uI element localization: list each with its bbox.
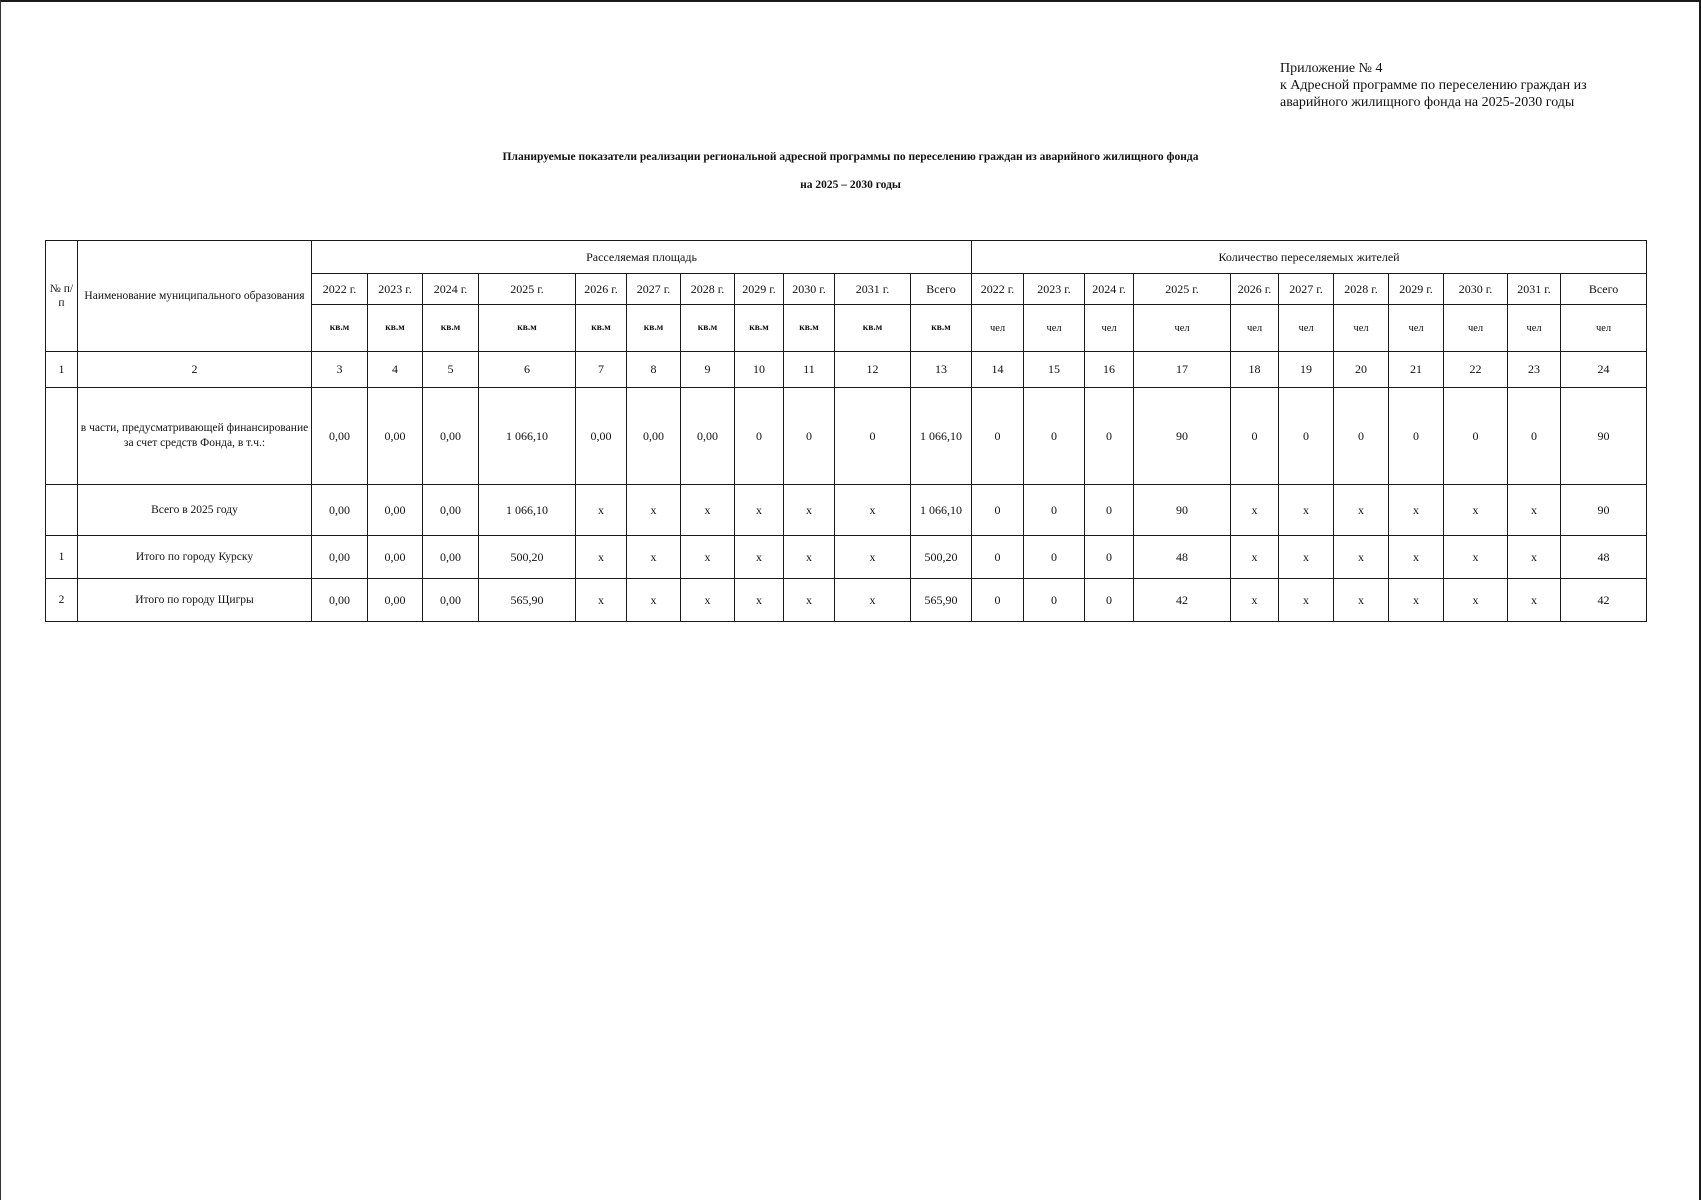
residents-unit-cell: чел xyxy=(1024,305,1085,352)
column-number-cell: 17 xyxy=(1134,352,1231,388)
area-year-header: 2031 г. xyxy=(835,274,911,305)
area-year-header: 2029 г. xyxy=(735,274,784,305)
area-year-header: 2030 г. xyxy=(784,274,835,305)
column-number-cell: 23 xyxy=(1508,352,1561,388)
column-number-cell: 4 xyxy=(368,352,423,388)
area-value-cell: x xyxy=(835,536,911,579)
area-year-header: Всего xyxy=(911,274,972,305)
column-number-cell: 16 xyxy=(1085,352,1134,388)
residents-value-cell: 0 xyxy=(1024,536,1085,579)
column-number-cell: 9 xyxy=(681,352,735,388)
area-value-cell: 0,00 xyxy=(423,485,479,536)
appendix-line-2: к Адресной программе по переселению граждан из xyxy=(1280,78,1587,93)
residents-year-header: 2028 г. xyxy=(1334,274,1389,305)
scan-edge-top xyxy=(0,0,1701,2)
residents-year-header: 2029 г. xyxy=(1389,274,1444,305)
residents-value-cell: x xyxy=(1279,579,1334,622)
area-unit-cell: кв.м xyxy=(735,305,784,352)
residents-year-header: Всего xyxy=(1561,274,1647,305)
appendix-line-1: Приложение № 4 xyxy=(1280,61,1383,76)
column-number-cell: 2 xyxy=(78,352,312,388)
area-value-cell: x xyxy=(784,536,835,579)
header-group-row xyxy=(46,241,1647,274)
table-row xyxy=(46,579,1647,622)
residents-value-cell: 48 xyxy=(1561,536,1647,579)
area-value-cell: 0,00 xyxy=(576,388,627,485)
area-value-cell: x xyxy=(681,536,735,579)
table-row xyxy=(46,388,1647,485)
residents-year-header: 2031 г. xyxy=(1508,274,1561,305)
area-value-cell: 0,00 xyxy=(681,388,735,485)
residents-unit-cell: чел xyxy=(972,305,1024,352)
area-value-cell: 0,00 xyxy=(312,579,368,622)
table-body xyxy=(46,241,1647,622)
residents-value-cell: 0 xyxy=(1231,388,1279,485)
residents-value-cell: x xyxy=(1389,536,1444,579)
residents-year-header: 2022 г. xyxy=(972,274,1024,305)
residents-value-cell: x xyxy=(1389,579,1444,622)
area-unit-cell: кв.м xyxy=(627,305,681,352)
residents-value-cell: x xyxy=(1334,485,1389,536)
area-unit-cell: кв.м xyxy=(368,305,423,352)
residents-unit-cell: чел xyxy=(1334,305,1389,352)
residents-value-cell: x xyxy=(1231,536,1279,579)
residents-value-cell: 0 xyxy=(1085,579,1134,622)
column-number-cell: 24 xyxy=(1561,352,1647,388)
area-value-cell: 0,00 xyxy=(312,485,368,536)
residents-value-cell: 90 xyxy=(1134,485,1231,536)
group-residents-header: Количество переселяемых жителей xyxy=(972,241,1647,274)
residents-value-cell: 90 xyxy=(1134,388,1231,485)
residents-value-cell: x xyxy=(1444,579,1508,622)
appendix-note xyxy=(1280,60,1640,111)
area-value-cell: 0,00 xyxy=(312,388,368,485)
area-value-cell: 0,00 xyxy=(368,579,423,622)
residents-unit-cell: чел xyxy=(1231,305,1279,352)
area-value-cell: 1 066,10 xyxy=(911,388,972,485)
area-value-cell: 500,20 xyxy=(911,536,972,579)
area-value-cell: x xyxy=(784,485,835,536)
column-number-cell: 10 xyxy=(735,352,784,388)
area-value-cell: 0,00 xyxy=(627,388,681,485)
area-unit-cell: кв.м xyxy=(479,305,576,352)
row-name-cell: Всего в 2025 году xyxy=(78,485,312,536)
residents-value-cell: 0 xyxy=(1024,579,1085,622)
residents-year-header: 2023 г. xyxy=(1024,274,1085,305)
column-number-cell: 12 xyxy=(835,352,911,388)
area-value-cell: x xyxy=(735,485,784,536)
area-value-cell: x xyxy=(735,579,784,622)
residents-value-cell: 0 xyxy=(1085,485,1134,536)
area-value-cell: 0,00 xyxy=(312,536,368,579)
area-year-header: 2027 г. xyxy=(627,274,681,305)
residents-unit-cell: чел xyxy=(1085,305,1134,352)
row-npp-cell: 1 xyxy=(46,536,78,579)
name-header: Наименование муниципального образования xyxy=(78,241,312,352)
area-value-cell: 0,00 xyxy=(368,388,423,485)
column-number-cell: 8 xyxy=(627,352,681,388)
residents-value-cell: 0 xyxy=(1085,536,1134,579)
residents-unit-cell: чел xyxy=(1444,305,1508,352)
residents-value-cell: 0 xyxy=(1085,388,1134,485)
area-value-cell: x xyxy=(735,536,784,579)
row-name-cell: в части, предусматривающей финансирование за счет средств Фонда, в т.ч.: xyxy=(78,388,312,485)
area-value-cell: 0 xyxy=(835,388,911,485)
residents-value-cell: 48 xyxy=(1134,536,1231,579)
area-unit-cell: кв.м xyxy=(911,305,972,352)
area-value-cell: 0 xyxy=(735,388,784,485)
column-number-cell: 20 xyxy=(1334,352,1389,388)
residents-value-cell: x xyxy=(1508,536,1561,579)
table-row xyxy=(46,485,1647,536)
residents-year-header: 2024 г. xyxy=(1085,274,1134,305)
residents-value-cell: x xyxy=(1231,579,1279,622)
area-value-cell: 565,90 xyxy=(911,579,972,622)
area-value-cell: 1 066,10 xyxy=(911,485,972,536)
column-number-cell: 11 xyxy=(784,352,835,388)
area-value-cell: x xyxy=(681,579,735,622)
column-number-cell: 18 xyxy=(1231,352,1279,388)
area-value-cell: 500,20 xyxy=(479,536,576,579)
residents-year-header: 2025 г. xyxy=(1134,274,1231,305)
document-title: Планируемые показатели реализации региональной адресной программы по переселению граждан из аварийного жилищного фонда xyxy=(502,151,1199,163)
residents-value-cell: 90 xyxy=(1561,485,1647,536)
area-year-header: 2023 г. xyxy=(368,274,423,305)
area-value-cell: x xyxy=(681,485,735,536)
appendix-line-3: аварийного жилищного фонда на 2025-2030 годы xyxy=(1280,95,1575,110)
area-unit-cell: кв.м xyxy=(576,305,627,352)
area-value-cell: 1 066,10 xyxy=(479,388,576,485)
residents-value-cell: x xyxy=(1508,485,1561,536)
area-value-cell: 0,00 xyxy=(423,536,479,579)
row-name-cell: Итого по городу Курску xyxy=(78,536,312,579)
residents-year-header: 2027 г. xyxy=(1279,274,1334,305)
column-numbers-row xyxy=(46,352,1647,388)
residents-value-cell: x xyxy=(1334,536,1389,579)
area-unit-cell: кв.м xyxy=(681,305,735,352)
column-number-cell: 15 xyxy=(1024,352,1085,388)
area-value-cell: x xyxy=(784,579,835,622)
row-name-cell: Итого по городу Щигры xyxy=(78,579,312,622)
area-year-header: 2024 г. xyxy=(423,274,479,305)
area-value-cell: 0 xyxy=(784,388,835,485)
area-value-cell: 0,00 xyxy=(423,388,479,485)
column-number-cell: 6 xyxy=(479,352,576,388)
area-value-cell: 0,00 xyxy=(368,536,423,579)
residents-unit-cell: чел xyxy=(1279,305,1334,352)
residents-value-cell: x xyxy=(1279,536,1334,579)
residents-value-cell: 90 xyxy=(1561,388,1647,485)
area-value-cell: x xyxy=(627,485,681,536)
residents-value-cell: x xyxy=(1389,485,1444,536)
residents-value-cell: 0 xyxy=(972,485,1024,536)
residents-value-cell: x xyxy=(1444,536,1508,579)
row-npp-cell xyxy=(46,388,78,485)
residents-value-cell: 0 xyxy=(1024,388,1085,485)
residents-value-cell: x xyxy=(1334,579,1389,622)
residents-value-cell: 0 xyxy=(972,388,1024,485)
area-value-cell: x xyxy=(627,579,681,622)
column-number-cell: 21 xyxy=(1389,352,1444,388)
residents-value-cell: 0 xyxy=(1334,388,1389,485)
residents-unit-cell: чел xyxy=(1508,305,1561,352)
table-row xyxy=(46,536,1647,579)
area-unit-cell: кв.м xyxy=(312,305,368,352)
area-value-cell: x xyxy=(835,485,911,536)
column-number-cell: 19 xyxy=(1279,352,1334,388)
residents-value-cell: x xyxy=(1279,485,1334,536)
residents-value-cell: 0 xyxy=(1279,388,1334,485)
residents-value-cell: x xyxy=(1508,579,1561,622)
indicators-table xyxy=(45,240,1647,622)
column-number-cell: 13 xyxy=(911,352,972,388)
residents-unit-cell: чел xyxy=(1134,305,1231,352)
residents-value-cell: 42 xyxy=(1134,579,1231,622)
residents-value-cell: 0 xyxy=(972,579,1024,622)
residents-value-cell: 0 xyxy=(1024,485,1085,536)
residents-value-cell: 42 xyxy=(1561,579,1647,622)
column-number-cell: 14 xyxy=(972,352,1024,388)
residents-value-cell: 0 xyxy=(1444,388,1508,485)
area-value-cell: x xyxy=(576,536,627,579)
residents-year-header: 2030 г. xyxy=(1444,274,1508,305)
area-value-cell: 0,00 xyxy=(368,485,423,536)
column-number-cell: 22 xyxy=(1444,352,1508,388)
residents-value-cell: 0 xyxy=(1389,388,1444,485)
npp-header: № п/п xyxy=(46,241,78,352)
area-year-header: 2028 г. xyxy=(681,274,735,305)
area-year-header: 2022 г. xyxy=(312,274,368,305)
area-year-header: 2025 г. xyxy=(479,274,576,305)
area-unit-cell: кв.м xyxy=(784,305,835,352)
residents-unit-cell: чел xyxy=(1389,305,1444,352)
residents-value-cell: 0 xyxy=(1508,388,1561,485)
area-value-cell: x xyxy=(576,485,627,536)
residents-value-cell: 0 xyxy=(972,536,1024,579)
area-value-cell: 1 066,10 xyxy=(479,485,576,536)
area-unit-cell: кв.м xyxy=(423,305,479,352)
group-area-header: Расселяемая площадь xyxy=(312,241,972,274)
residents-value-cell: x xyxy=(1444,485,1508,536)
row-npp-cell xyxy=(46,485,78,536)
area-unit-cell: кв.м xyxy=(835,305,911,352)
column-number-cell: 1 xyxy=(46,352,78,388)
residents-unit-cell: чел xyxy=(1561,305,1647,352)
row-npp-cell: 2 xyxy=(46,579,78,622)
area-year-header: 2026 г. xyxy=(576,274,627,305)
column-number-cell: 3 xyxy=(312,352,368,388)
area-value-cell: x xyxy=(576,579,627,622)
column-number-cell: 7 xyxy=(576,352,627,388)
area-value-cell: 0,00 xyxy=(423,579,479,622)
area-value-cell: x xyxy=(835,579,911,622)
document-subtitle: на 2025 – 2030 годы xyxy=(800,179,901,191)
column-number-cell: 5 xyxy=(423,352,479,388)
area-value-cell: 565,90 xyxy=(479,579,576,622)
area-value-cell: x xyxy=(627,536,681,579)
residents-value-cell: x xyxy=(1231,485,1279,536)
residents-year-header: 2026 г. xyxy=(1231,274,1279,305)
